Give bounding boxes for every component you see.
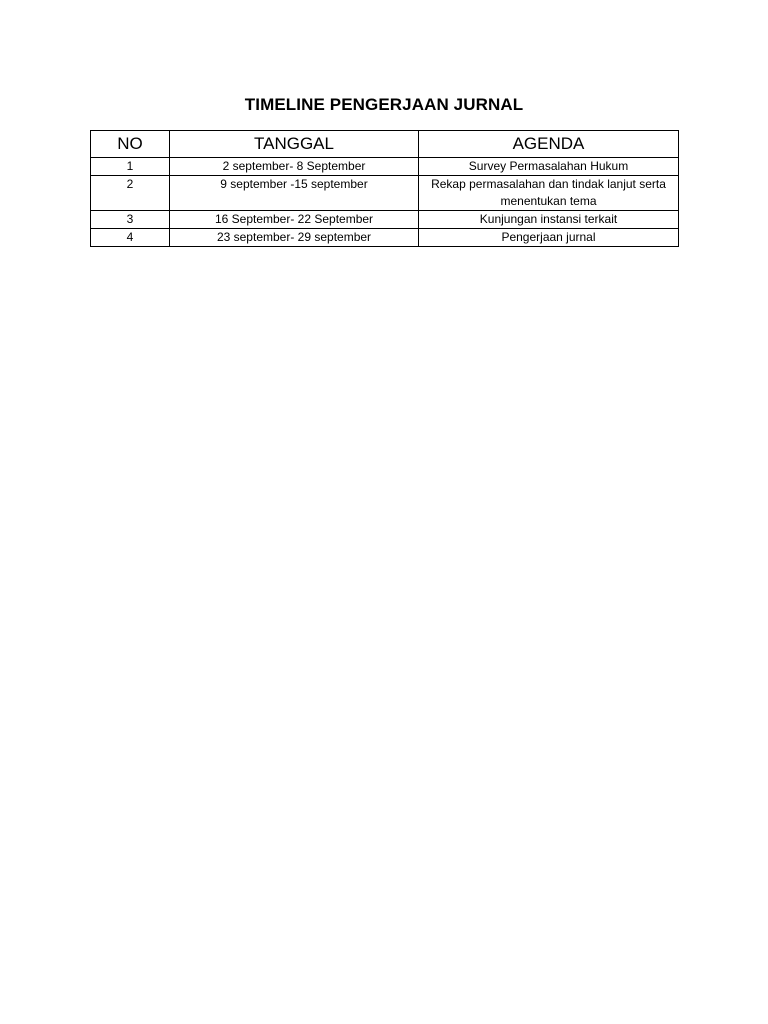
- cell-agenda: Rekap permasalahan dan tindak lanjut serta menentukan tema: [419, 176, 679, 211]
- cell-tanggal: 2 september- 8 September: [170, 158, 419, 176]
- header-no: NO: [91, 131, 170, 158]
- cell-tanggal: 9 september -15 september: [170, 176, 419, 211]
- cell-no: 4: [91, 229, 170, 247]
- table-row: [91, 211, 679, 229]
- header-agenda: AGENDA: [419, 131, 679, 158]
- timeline-table: [90, 130, 679, 247]
- cell-no: 3: [91, 211, 170, 229]
- cell-no: 1: [91, 158, 170, 176]
- page-title: TIMELINE PENGERJAAN JURNAL: [244, 95, 524, 114]
- table-header-row: [91, 131, 679, 158]
- table-row: [91, 158, 679, 176]
- table-row: [91, 176, 679, 211]
- cell-no: 2: [91, 176, 170, 211]
- cell-agenda: Survey Permasalahan Hukum: [419, 158, 679, 176]
- cell-tanggal: 16 September- 22 September: [170, 211, 419, 229]
- cell-agenda: Pengerjaan jurnal: [419, 229, 679, 247]
- cell-tanggal: 23 september- 29 september: [170, 229, 419, 247]
- header-tanggal: TANGGAL: [170, 131, 419, 158]
- cell-agenda: Kunjungan instansi terkait: [419, 211, 679, 229]
- table-row: [91, 229, 679, 247]
